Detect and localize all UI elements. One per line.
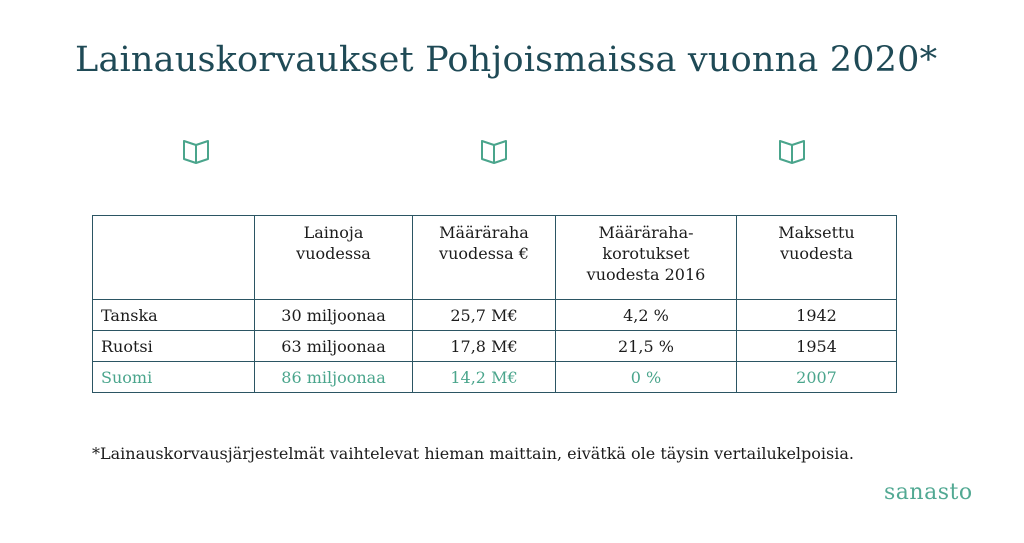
increase-cell: 4,2 % (556, 300, 737, 331)
paid-since-cell: 1942 (737, 300, 897, 331)
loan-compensation-table (92, 215, 897, 393)
table-row-highlighted (93, 362, 897, 393)
loans-cell: 30 miljoonaa (255, 300, 413, 331)
loans-cell: 86 miljoonaa (255, 362, 413, 393)
sanasto-logo: sanasto (884, 480, 973, 505)
header-loans-per-year: Lainoja vuodessa (255, 216, 413, 300)
header-country (93, 216, 255, 300)
paid-since-cell: 1954 (737, 331, 897, 362)
country-cell: Suomi (93, 362, 255, 393)
page-title: Lainauskorvaukset Pohjoismaissa vuonna 2020* (75, 40, 938, 80)
increase-cell: 0 % (556, 362, 737, 393)
open-book-icon (180, 139, 212, 165)
open-book-icon (478, 139, 510, 165)
header-appropriation-increases: Määräraha- korotukset vuodesta 2016 (556, 216, 737, 300)
loans-cell: 63 miljoonaa (255, 331, 413, 362)
header-appropriation-per-year: Määräraha vuodessa € (413, 216, 556, 300)
appropriation-cell: 25,7 M€ (413, 300, 556, 331)
footnote: *Lainauskorvausjärjestelmät vaihtelevat hieman maittain, eivätkä ole täysin vertailukelpoisia. (92, 444, 854, 463)
open-book-icon (776, 139, 808, 165)
table-header-row (93, 216, 897, 300)
paid-since-cell: 2007 (737, 362, 897, 393)
increase-cell: 21,5 % (556, 331, 737, 362)
appropriation-cell: 17,8 M€ (413, 331, 556, 362)
header-paid-since: Maksettu vuodesta (737, 216, 897, 300)
table-row (93, 331, 897, 362)
country-cell: Tanska (93, 300, 255, 331)
appropriation-cell: 14,2 M€ (413, 362, 556, 393)
country-cell: Ruotsi (93, 331, 255, 362)
table-row (93, 300, 897, 331)
